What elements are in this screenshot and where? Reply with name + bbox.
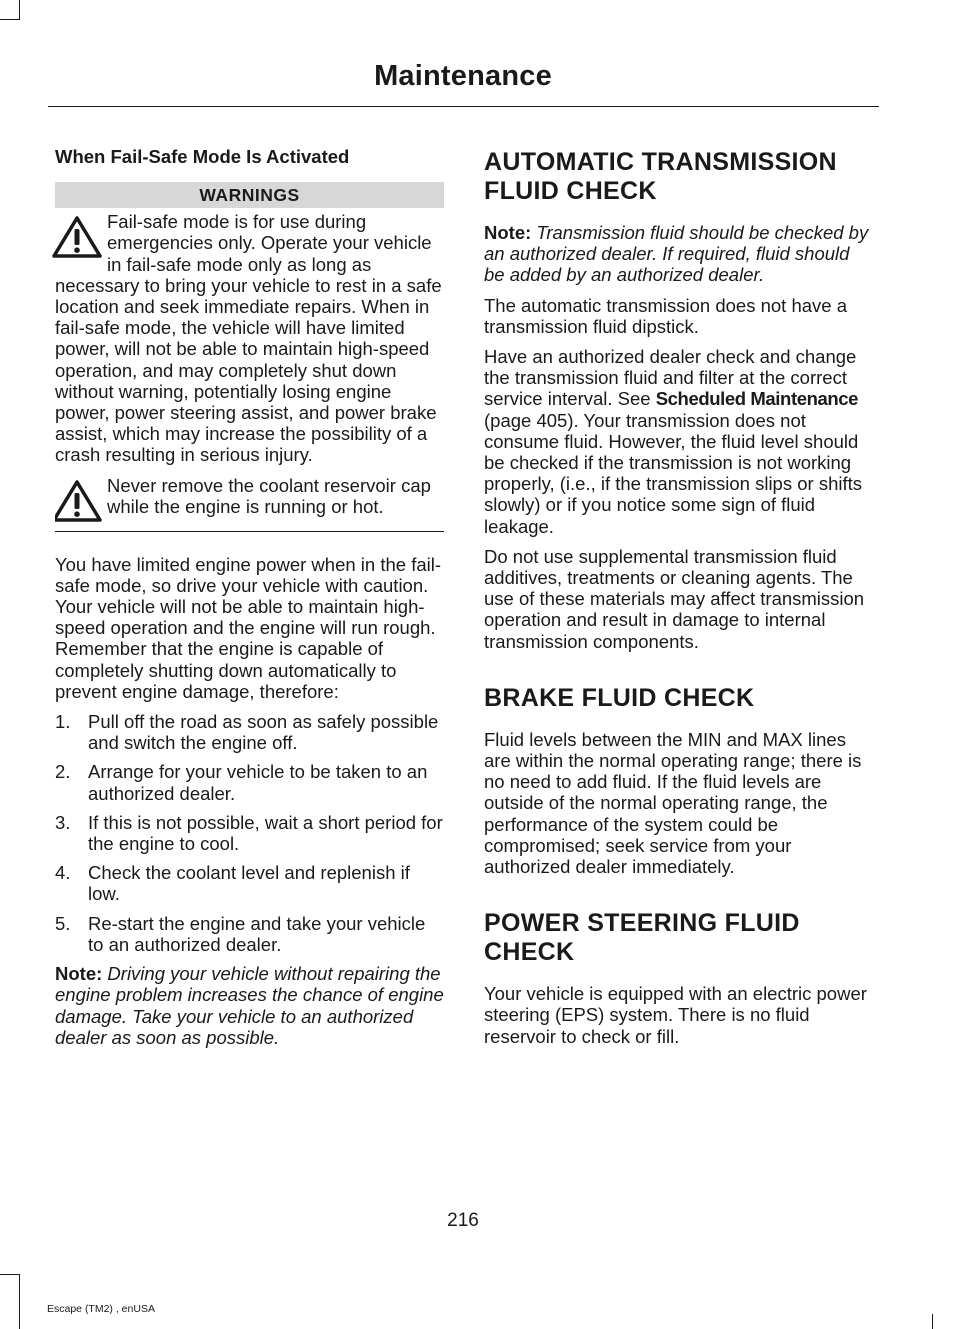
section-subheading: When Fail-Safe Mode Is Activated — [55, 146, 350, 167]
steering-heading: POWER STEERING FLUID CHECK — [484, 909, 800, 967]
steps-list — [55, 711, 444, 955]
steering-paragraph: Your vehicle is equipped with an electric power steering (EPS) system. There is no fluid reservoir to check or fill. — [484, 983, 867, 1047]
warning-2 — [55, 475, 444, 523]
crop-mark — [0, 19, 20, 20]
list-item: 1. Pull off the road as soon as safely possible and switch the engine off. — [55, 711, 439, 754]
crop-mark — [19, 0, 20, 20]
page-title: Maintenance — [374, 60, 552, 92]
atf-paragraph-1: The automatic transmission does not have a transmission fluid dipstick. — [484, 294, 847, 337]
note-paragraph — [55, 963, 444, 1048]
brake-heading: BRAKE FLUID CHECK — [484, 683, 755, 712]
header-rule — [48, 106, 879, 107]
atf-note — [484, 222, 874, 286]
list-item: 5. Re-start the engine and take your vehicle to an authorized dealer. — [55, 912, 426, 955]
page-number: 216 — [447, 1210, 479, 1231]
crop-mark — [19, 1274, 20, 1329]
note-label: Note: — [55, 963, 103, 985]
document-id: Escape (TM2) , enUSA — [47, 1303, 155, 1315]
intro-paragraph: You have limited engine power when in the fail-safe mode, so drive your vehicle with caution. Your vehicle will not be able to maintain high-speed operation and the engine will run rough. Remember that the engine is capable of completely shutting down automatically to prevent engine damage, therefore: — [55, 553, 442, 702]
note-label: Note: — [484, 222, 532, 243]
list-item: 4. Check the coolant level and replenish if low. — [55, 862, 410, 905]
right-column — [484, 140, 874, 1056]
list-item: 3. If this is not possible, wait a short period for the engine to cool. — [55, 811, 443, 855]
crop-mark — [0, 1274, 20, 1275]
note-text: Driving your vehicle without repairing the engine problem increases the chance of engine damage. Take your vehicle to an authorized dealer as soon as possible. — [55, 963, 444, 1048]
warnings-label: WARNINGS — [55, 182, 444, 208]
crop-mark — [932, 1314, 933, 1329]
brake-paragraph: Fluid levels between the MIN and MAX lines are within the normal operating range; there is no need to add fluid. If the fluid levels are outside of the normal operating range, the performance of the system could be compromised; seek service from your authorized dealer immediately. — [484, 728, 862, 878]
atf-paragraph-2: Have an authorized dealer check and change the transmission fluid and filter at the correct service interval. See Scheduled Maintenance (page 405). Your transmission does not consume fluid. However, the fluid level should be checked if the transmission is not working properly, (i.e., if the transmission slips or shifts slowly) or if you notice some sign of fluid leakage. — [484, 346, 863, 537]
scheduled-maintenance-link[interactable]: Scheduled Maintenance — [655, 388, 859, 410]
note-text: Transmission fluid should be checked by an authorized dealer. If required, fluid should be added by an authorized dealer. — [484, 222, 869, 286]
warning-divider — [55, 531, 444, 532]
list-item: 2. Arrange for your vehicle to be taken to an authorized dealer. — [55, 761, 428, 804]
warning-triangle-icon — [51, 215, 103, 259]
atf-paragraph-3: Do not use supplemental transmission fluid additives, treatments or cleaning agents. The use of these materials may affect transmission operation and result in damage to internal transmission components. — [484, 545, 865, 652]
warning-triangle-icon — [55, 479, 103, 523]
atf-heading: AUTOMATIC TRANSMISSION FLUID CHECK — [484, 148, 837, 205]
warning-2-text: Never remove the coolant reservoir cap while the engine is running or hot. — [107, 474, 431, 517]
warning-1-text: Fail-safe mode is for use during emergencies only. Operate your vehicle in fail-safe mode only as long as necessary to bring your vehicle to rest in a safe location and seek immediate repairs. When in fail-safe mode, the vehicle will have limited power, will not be able to maintain high-speed operation, and may completely shut down without warning, potentially losing engine power, power steering assist, and power brake assist, which may increase the possibility of a crash resulting in serious injury. — [55, 211, 442, 466]
warning-1 — [55, 211, 444, 465]
left-column — [55, 140, 444, 1048]
